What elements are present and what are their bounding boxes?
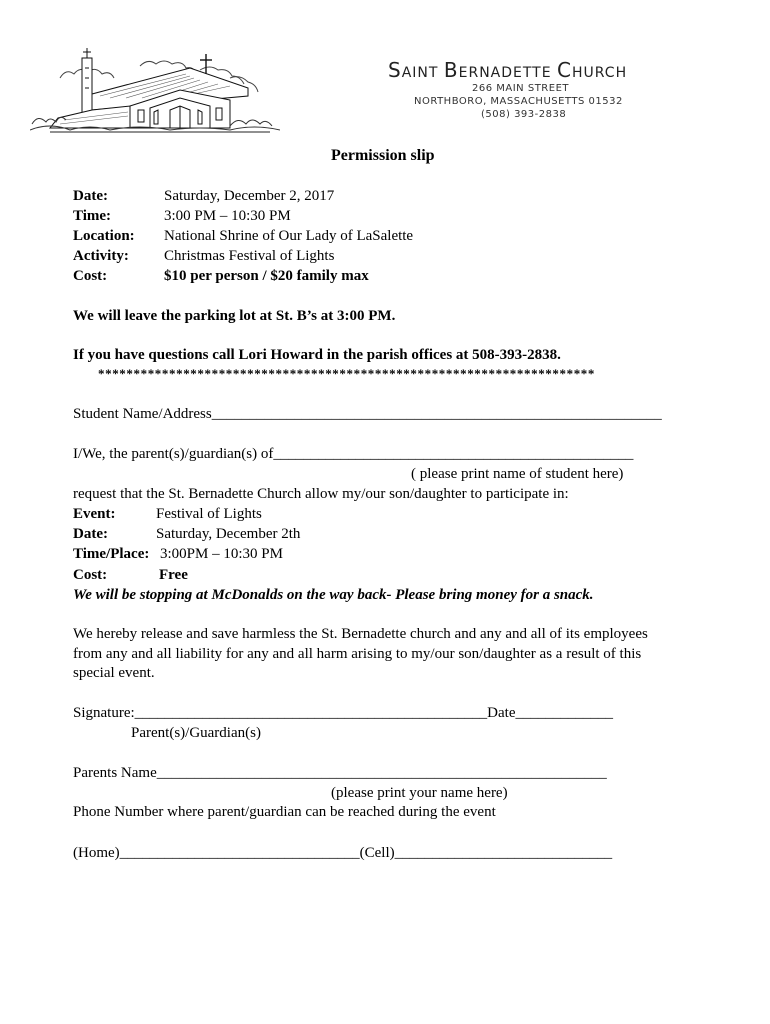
parents-print-hint: (please print your name here): [331, 785, 508, 801]
event-value: Festival of Lights: [156, 506, 262, 522]
detail-label-location: Location:: [73, 228, 135, 244]
signature-hint: Parent(s)/Guardian(s): [131, 725, 261, 741]
detail-value-time: 3:00 PM – 10:30 PM: [164, 208, 291, 224]
phone-prompt: Phone Number where parent/guardian can be reached during the event: [73, 804, 496, 820]
date-label: Date:: [73, 526, 108, 542]
home-cell-phone-field[interactable]: (Home)________________________________(Cell)_____________________________: [73, 845, 613, 861]
release-line-1: We hereby release and save harmless the St. Bernadette church and any and all of its employees: [73, 626, 648, 642]
detail-label-time: Time:: [73, 208, 112, 224]
timeplace-value: 3:00PM – 10:30 PM: [160, 546, 283, 562]
departure-note: We will leave the parking lot at St. B’s at 3:00 PM.: [73, 308, 396, 324]
divider-stars: **********************************************************************: [98, 366, 595, 381]
detail-value-location: National Shrine of Our Lady of LaSalette: [164, 228, 414, 244]
detail-value-cost: $10 per person / $20 family max: [164, 268, 369, 284]
release-line-3: special event.: [73, 665, 155, 681]
date-value: Saturday, December 2th: [156, 526, 301, 542]
signature-date-field[interactable]: Signature:_______________________________________________Date_____________: [73, 705, 613, 721]
church-phone: (508) 393-2838: [481, 109, 567, 120]
request-text: request that the St. Bernadette Church allow my/our son/daughter to participate in:: [73, 486, 569, 502]
student-print-hint: ( please print name of student here): [411, 466, 624, 482]
parents-name-field[interactable]: Parents Name____________________________________________________________: [73, 765, 607, 781]
cost-label: Cost:: [73, 567, 108, 583]
detail-label-activity: Activity:: [73, 248, 129, 264]
mcdonalds-note: We will be stopping at McDonalds on the way back- Please bring money for a snack.: [73, 587, 594, 603]
student-name-field[interactable]: Student Name/Address____________________________________________________________: [73, 406, 662, 422]
timeplace-label: Time/Place:: [73, 546, 150, 562]
detail-value-activity: Christmas Festival of Lights: [164, 248, 335, 264]
questions-note: If you have questions call Lori Howard in the parish offices at 508-393-2838.: [73, 347, 561, 363]
church-street: 266 MAIN STREET: [472, 83, 569, 94]
event-label: Event:: [73, 506, 116, 522]
page-title: Permission slip: [331, 147, 435, 164]
church-name: SAINT BERNADETTE CHURCH: [388, 58, 628, 82]
church-sketch-logo: [30, 48, 280, 134]
cost-value: Free: [159, 567, 188, 583]
detail-label-cost: Cost:: [73, 268, 108, 284]
parent-guardian-field[interactable]: I/We, the parent(s)/guardian(s) of________________________________________________: [73, 446, 634, 462]
detail-value-date: Saturday, December 2, 2017: [164, 188, 335, 204]
release-line-2: from any and all liability for any and all harm arising to my/our son/daughter as a result of this: [73, 646, 642, 662]
detail-label-date: Date:: [73, 188, 108, 204]
church-city: NORTHBORO, MASSACHUSETTS 01532: [414, 96, 623, 107]
